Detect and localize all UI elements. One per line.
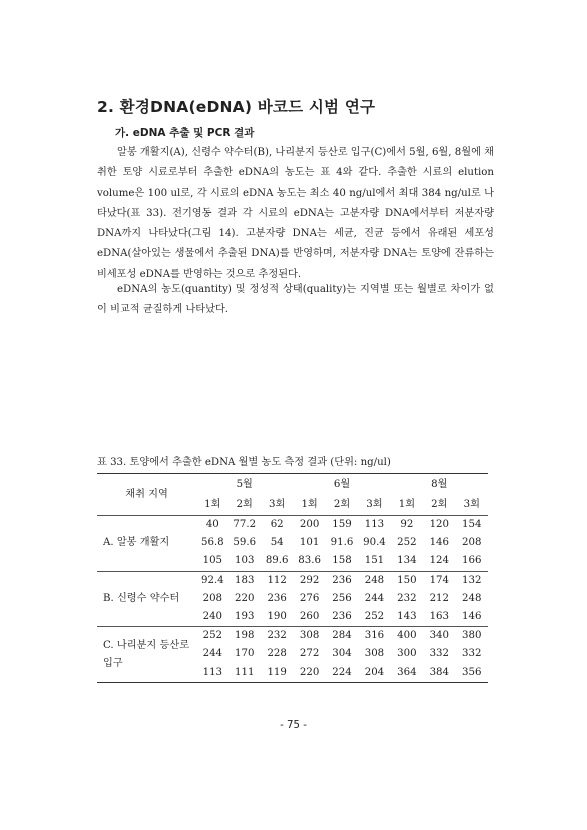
table-cell: 260	[299, 611, 320, 623]
table-cell: 292	[293, 571, 325, 590]
table-row	[97, 571, 488, 590]
table-body	[97, 474, 488, 683]
table-cell: 220	[235, 592, 255, 604]
table-cell: 308	[293, 627, 325, 646]
table-cell: 77.2	[233, 519, 257, 530]
table-cell: 150	[391, 571, 423, 590]
page-number: - 75 -	[280, 720, 307, 731]
table-cell: 40	[205, 519, 219, 530]
table-cell: 272	[299, 648, 320, 660]
table-cell: 54	[270, 537, 284, 549]
table-cell: 132	[456, 571, 488, 590]
body-paragraph-2	[97, 280, 494, 321]
table-cell: 124	[429, 555, 450, 567]
table-cell: 252	[397, 537, 417, 549]
table-cell: 244	[202, 648, 223, 660]
table-row	[97, 516, 488, 535]
table-cell: 384	[423, 664, 455, 683]
table-cell: 111	[229, 664, 261, 683]
table-cell: 183	[229, 571, 261, 590]
table-row	[97, 627, 488, 646]
table-cell: 252	[364, 611, 385, 623]
table-cell: 300	[397, 648, 417, 660]
table-caption: 표 33. 토양에서 추출한 eDNA 월별 농도 측정 결과 (단위: ng/ul)	[97, 457, 391, 468]
rep-header: 3회	[261, 495, 293, 516]
table-cell: 90.4	[363, 537, 386, 549]
table-cell: 190	[267, 611, 287, 623]
table-cell: 228	[267, 648, 287, 660]
subsection-title: 가. eDNA 추출 및 PCR 결과	[115, 127, 255, 139]
site-label: A. 알봉 개활지	[103, 537, 170, 549]
table-cell: 276	[299, 592, 320, 604]
table-cell: 200	[299, 519, 320, 530]
table-cell: 89.6	[265, 555, 289, 567]
table-cell: 113	[364, 519, 385, 530]
table-cell: 119	[261, 664, 293, 683]
table-cell: 59.6	[233, 537, 257, 549]
rep-header: 3회	[456, 495, 488, 516]
table-cell: 56.8	[200, 537, 224, 549]
table-cell: 356	[456, 664, 488, 683]
table-cell: 198	[229, 627, 261, 646]
rep-header: 2회	[423, 495, 455, 516]
table-cell: 146	[429, 537, 450, 549]
table-cell: 163	[429, 611, 450, 623]
table-cell: 159	[332, 519, 352, 530]
site-label: C. 나리분지 등산로 입구	[97, 627, 196, 683]
rep-header: 2회	[326, 495, 358, 516]
site-header: 채취 지역	[97, 474, 196, 516]
table-cell: 316	[358, 627, 390, 646]
rep-header: 1회	[391, 495, 423, 516]
table-cell: 105	[202, 555, 223, 567]
month-header: 6월	[293, 474, 390, 496]
table-cell: 380	[456, 627, 488, 646]
table-cell: 256	[332, 592, 352, 604]
table-cell: 166	[462, 555, 482, 567]
edna-concentration-table	[97, 473, 488, 683]
table-cell: 332	[462, 648, 482, 660]
table-cell: 92.4	[196, 571, 228, 590]
rep-header: 3회	[358, 495, 390, 516]
table-cell: 236	[267, 592, 287, 604]
table-cell: 240	[202, 611, 223, 623]
table-cell: 308	[364, 648, 385, 660]
table-cell: 248	[462, 592, 482, 604]
paragraph-2-text: eDNA의 농도(quantity) 및 정성적 상태(quality)는 지역별 또는 월별로 차이가 없이 비교적 균질하게 나타났다.	[97, 284, 494, 316]
table-cell: 101	[299, 537, 320, 549]
table-cell: 92	[400, 519, 414, 530]
rep-header: 1회	[196, 495, 228, 516]
table-cell: 193	[235, 611, 255, 623]
table-cell: 204	[358, 664, 390, 683]
table-cell: 340	[423, 627, 455, 646]
table-header-row-months	[97, 474, 488, 496]
table-cell: 62	[270, 519, 284, 530]
table-cell: 143	[397, 611, 417, 623]
table-cell: 158	[332, 555, 352, 567]
table-cell: 220	[293, 664, 325, 683]
table-cell: 248	[358, 571, 390, 590]
table-cell: 364	[391, 664, 423, 683]
table-cell: 212	[429, 592, 450, 604]
rep-header: 1회	[293, 495, 325, 516]
table-cell: 91.6	[330, 537, 354, 549]
table-cell: 252	[196, 627, 228, 646]
table-cell: 113	[196, 664, 228, 683]
table-cell: 232	[397, 592, 417, 604]
table-cell: 170	[235, 648, 255, 660]
table-cell: 151	[364, 555, 385, 567]
table-cell: 304	[332, 648, 352, 660]
table-cell: 174	[423, 571, 455, 590]
table-cell: 154	[462, 519, 482, 530]
table-cell: 112	[261, 571, 293, 590]
paragraph-1-text: 알봉 개활지(A), 신령수 약수터(B), 나리분지 등산로 입구(C)에서 5월, 6월, 8월에 채취한 토양 시료로부터 추출한 eDNA의 농도는 표 4와 같다. 추출한 시료의 elution volume은 100 ul로, 각 시료의 eDNA 농도는 최소 40 ng/ul에서 최대 384 ng/ul로 나타났다(표 33). 전기영동 결과 각 시료의 eDNA는 고분자량 DNA에서부터 저분자량 DNA까지 나타났다(그림 14). 고분자량 DNA는 세균, 진균 등에서 유래된 세포성 eDNA(살아있는 생물에서 추출된 DNA)를 반영하며, 저분자량 DNA는 토양에 잔류하는 비세포성 eDNA를 반영하는 것으로 추정된다.	[97, 147, 494, 280]
table-cell: 120	[429, 519, 450, 530]
table-cell: 244	[364, 592, 385, 604]
table-cell: 134	[397, 555, 417, 567]
table-cell: 400	[391, 627, 423, 646]
table-cell: 208	[202, 592, 223, 604]
table-cell: 332	[429, 648, 450, 660]
table-cell: 208	[462, 537, 482, 549]
month-header: 8월	[391, 474, 488, 496]
table-cell: 83.6	[298, 555, 321, 567]
table-cell: 236	[326, 571, 358, 590]
table-cell: 103	[235, 555, 255, 567]
rep-header: 2회	[229, 495, 261, 516]
month-header: 5월	[196, 474, 293, 496]
table-cell: 236	[332, 611, 352, 623]
table-cell: 284	[326, 627, 358, 646]
body-paragraph-1	[97, 143, 494, 285]
section-title: 2. 환경DNA(eDNA) 바코드 시범 연구	[97, 98, 376, 116]
table-cell: 146	[462, 611, 482, 623]
site-label: B. 신령수 약수터	[97, 571, 196, 627]
table-cell: 232	[261, 627, 293, 646]
table-cell: 224	[326, 664, 358, 683]
